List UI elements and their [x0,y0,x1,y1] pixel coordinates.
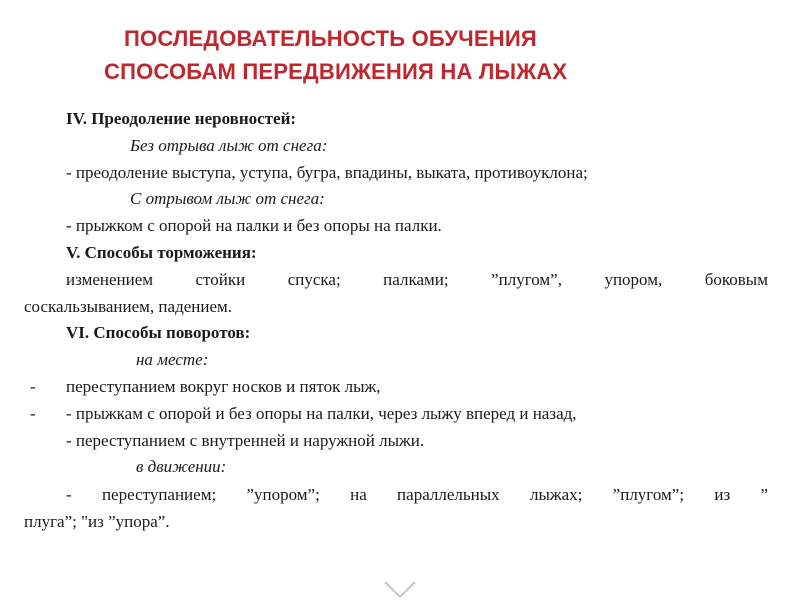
section-6-item-3: - переступанием с внутренней и наружной лыжи. [66,431,425,450]
section-6-subheading-2: в движении: [136,457,227,476]
section-4-subheading-1: Без отрыва лыж от снега: [130,136,328,155]
slide-title-line-1: ПОСЛЕДОВАТЕЛЬНОСТЬ ОБУЧЕНИЯ [124,26,537,51]
list-bullet: - [30,377,36,396]
section-6-subheading-1: на месте: [136,350,209,369]
section-6-item-2: - прыжкам с опорой и без опоры на палки, через лыжу вперед и назад, [66,404,577,423]
slide-title-line-2: СПОСОБАМ ПЕРЕДВИЖЕНИЯ НА ЛЫЖАХ [104,59,568,84]
section-4-subheading-2: С отрывом лыж от снега: [130,189,325,208]
section-6-item-1: переступанием вокруг носков и пяток лыж, [66,377,381,396]
section-5-text-line-2: соскальзыванием, падением. [24,297,233,316]
section-6-heading: VI. Способы поворотов: [66,323,251,342]
list-bullet: - [30,404,36,423]
section-4-item-2: - прыжком с опорой на палки и без опоры на палки. [66,216,442,235]
section-5-heading: V. Способы торможения: [66,243,257,262]
section-5-text-line-1: изменением стойки спуска; палками; ”плугом”, упором, боковым [66,270,768,289]
section-4-item-1: - преодоление выступа, уступа, бугра, впадины, выката, противоуклона; [66,163,588,182]
section-6-item-4-line-2: плуга”; "из ”упора”. [24,512,170,531]
section-6-item-4-line-1: - переступанием; ”упором”; на параллельных лыжах; ”плугом”; из ” [66,485,768,504]
chevron-down-icon [383,580,417,600]
section-4-heading: IV. Преодоление неровностей: [66,109,297,128]
